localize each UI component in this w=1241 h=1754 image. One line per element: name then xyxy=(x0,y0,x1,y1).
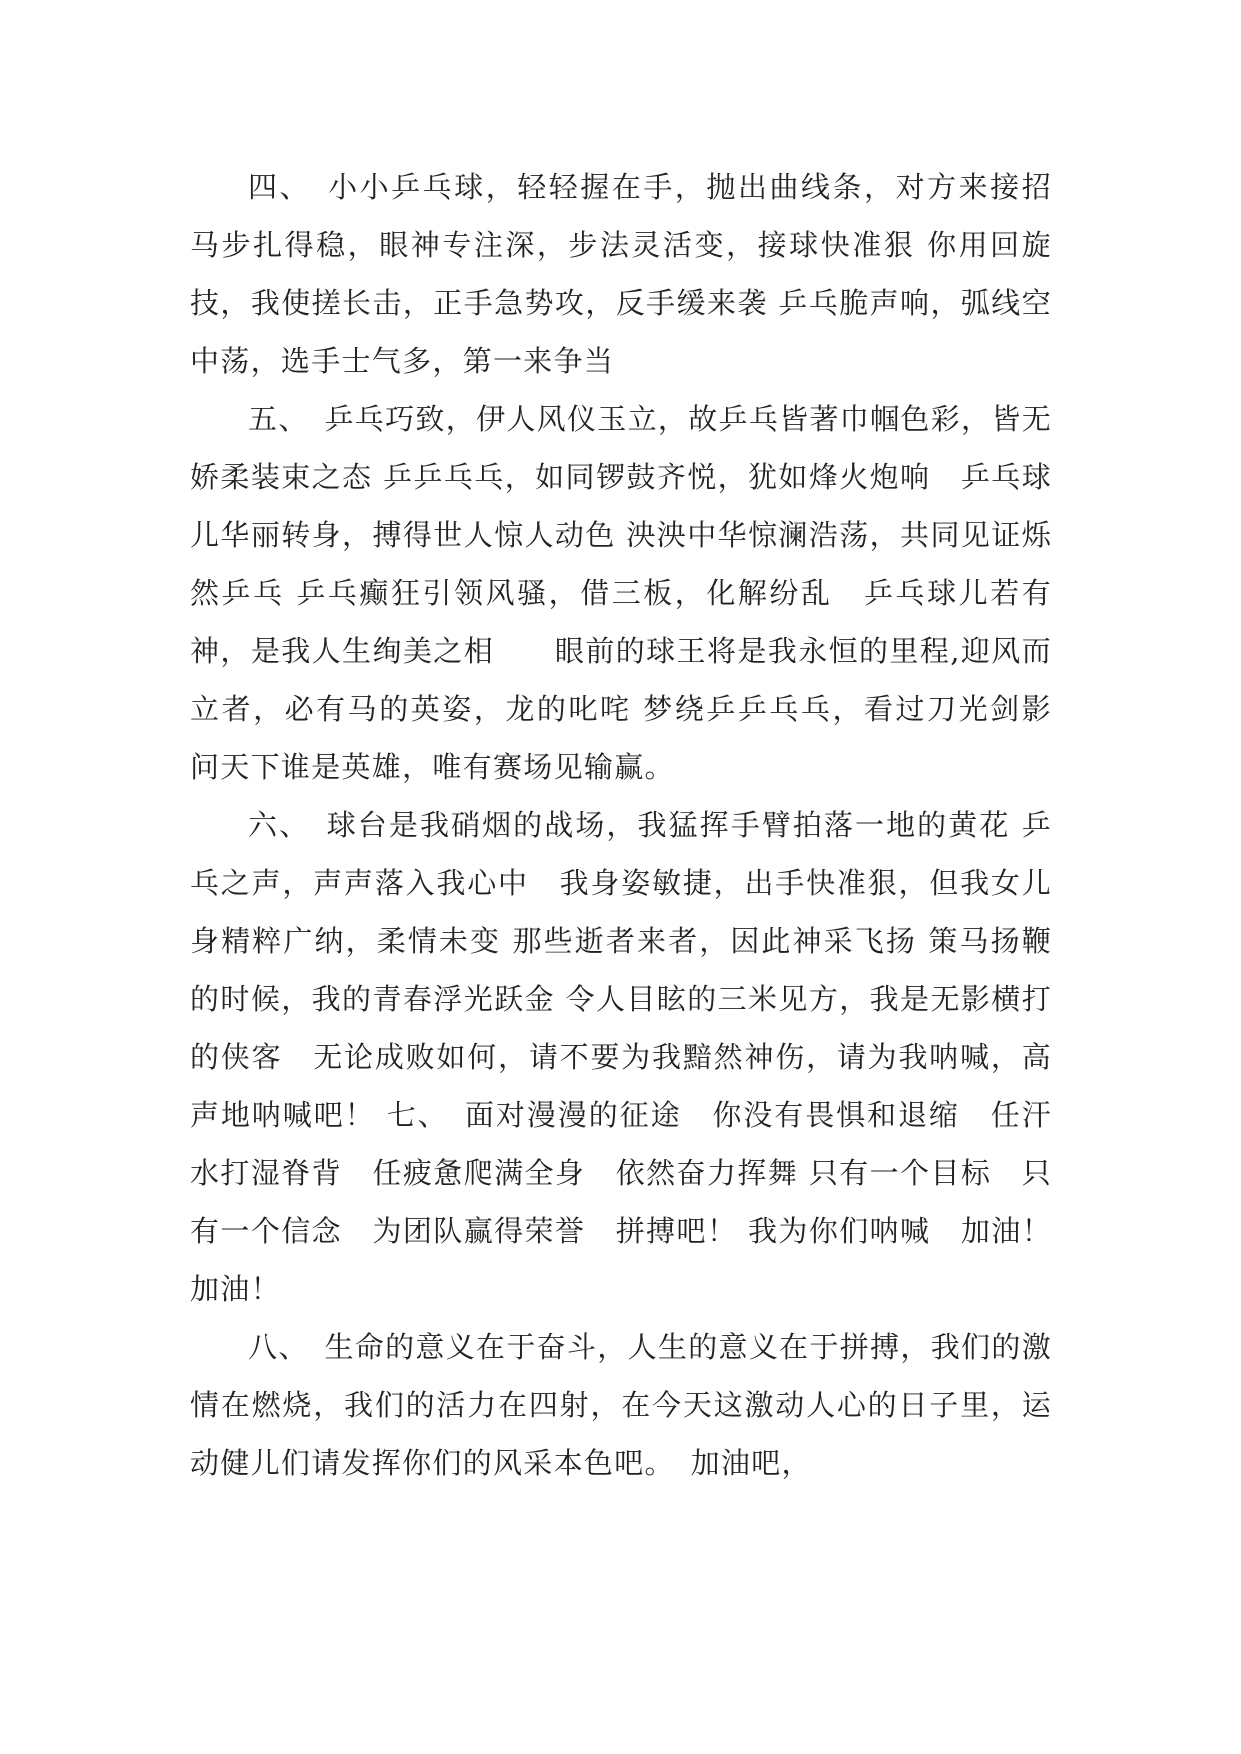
document-body xyxy=(190,158,1063,1492)
paragraph-eight: 八、 生命的意义在于奋斗，人生的意义在于拼搏，我们的激情在燃烧，我们的活力在四射，在今天这激动人心的日子里，运动健儿们请发挥你们的风采本色吧。 加油吧， xyxy=(190,1330,1052,1480)
paragraph-five: 五、 乒乓巧致，伊人风仪玉立，故乒乓皆著巾帼色彩，皆无娇柔装束之态 乒乒乓乓，如同锣鼓齐悦，犹如烽火炮响 乒乓球儿华丽转身，搏得世人惊人动色 泱泱中华惊澜浩荡，共同见证烁然乒乓 乒乓癫狂引领风骚，借三板，化解纷乱 乒乓球儿若有神，是我人生绚美之相 眼前的球王将是我永恒的里程,迎风而立者，必有马的英姿，龙的叱咤 梦绕乒乒乓乓，看过刀光剑影 问天下谁是英雄，唯有赛场见输赢。 xyxy=(190,402,1063,784)
paragraph-six: 六、 球台是我硝烟的战场，我猛挥手臂拍落一地的黄花 乒乓之声，声声落入我心中 我身姿敏捷，出手快准狠，但我女儿身精粹广纳，柔情未变 那些逝者来者，因此神采飞扬 策马扬鞭的时候，我的青春浮光跃金 令人目眩的三米见方，我是无影横打的侠客 无论成败如何，请不要为我黯然神伤，请为我呐喊，高声地呐喊吧！ 七、 面对漫漫的征途 你没有畏惧和退缩 任汗水打湿脊背 任疲惫爬满全身 依然奋力挥舞 只有一个目标 只有一个信念 为团队赢得荣誉 拼搏吧！ 我为你们呐喊 加油！加油！ xyxy=(190,808,1052,1306)
paragraph-four: 四、 小小乒乓球，轻轻握在手，抛出曲线条，对方来接招 马步扎得稳，眼神专注深，步法灵活变，接球快准狠 你用回旋技，我使搓长击，正手急势攻，反手缓来袭 乒乓脆声响，弧线空中荡，选手士气多，第一来争当 xyxy=(190,170,1063,378)
